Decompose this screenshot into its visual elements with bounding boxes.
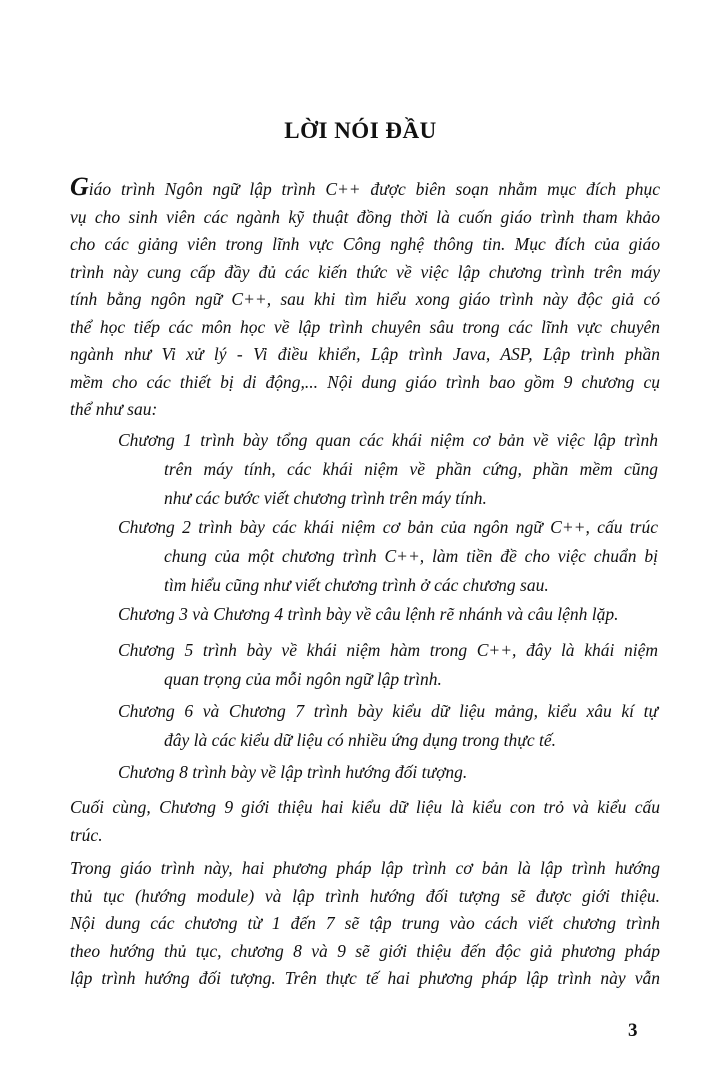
chapter-2-first: Chương 2 trình bày các khái niệm cơ bản của ngôn ngữ C++, cấu trúc (118, 517, 658, 537)
methods-line-1: Trong giáo trình này, hai phương pháp lập trình cơ bản là lập trình hướng (70, 858, 660, 878)
chapter-6-7-line-2: đây là các kiểu dữ liệu có nhiều ứng dụng trong thực tế. (164, 730, 556, 750)
chapter-1-first: Chương 1 trình bày tổng quan các khái niệm cơ bản về việc lập trình (118, 430, 658, 450)
chapter-6-7-first: Chương 6 và Chương 7 trình bày kiểu dữ liệu mảng, kiểu xâu kí tự (118, 701, 658, 721)
chapter-3-4-first: Chương 3 và Chương 4 trình bày về câu lệnh rẽ nhánh và câu lệnh lặp. (118, 604, 619, 624)
chapter-5-line-2: quan trọng của mỗi ngôn ngữ lập trình. (164, 669, 442, 689)
methods-line-4: theo hướng thủ tục, chương 8 và 9 sẽ giới thiệu đến độc giả phương pháp (70, 940, 660, 961)
chapter-6-7-item (118, 697, 658, 755)
intro-line-3: cho các giảng viên trong lĩnh vực Công nghệ thông tin. Mục đích của giáo (70, 234, 660, 254)
closing-paragraph (70, 794, 660, 849)
intro-line-9: thể như sau: (70, 399, 158, 419)
closing-line-2: trúc. (70, 824, 103, 845)
methods-line-3: Nội dung các chương từ 1 đến 7 sẽ tập trung vào cách viết chương trình (70, 913, 660, 933)
chapter-1-item (118, 426, 658, 513)
drop-cap: G (70, 172, 89, 201)
intro-line-8: mềm cho các thiết bị di động,... Nội dung giáo trình bao gồm 9 chương cụ (70, 371, 660, 392)
chapter-1-line-2: trên máy tính, các khái niệm về phần cứng, phần mềm cũng (164, 459, 658, 479)
methods-line-2: thủ tục (hướng module) và lập trình hướng đối tượng sẽ được giới thiệu. (70, 885, 660, 906)
intro-line-7: ngành như Vi xử lý - Vi điều khiển, Lập trình Java, ASP, Lập trình phần (70, 344, 660, 364)
page-title: LỜI NÓI ĐẦU (284, 118, 437, 143)
intro-line-4: trình này cung cấp đầy đủ các kiến thức về việc lập chương trình trên máy (70, 261, 660, 282)
chapter-2-line-3: tìm hiểu cũng như viết chương trình ở các chương sau. (164, 575, 549, 595)
chapter-2-item (118, 513, 658, 600)
page-number: 3 (628, 1020, 638, 1041)
chapter-8-item (118, 758, 658, 787)
chapter-3-4-item (118, 600, 658, 629)
intro-line-1: Giáo trình Ngôn ngữ lập trình C++ được biên soạn nhằm mục đích phục (70, 172, 660, 201)
intro-line-6: thể học tiếp các môn học về lập trình chuyên sâu trong các lĩnh vực chuyên (70, 316, 660, 337)
closing-line-1: Cuối cùng, Chương 9 giới thiệu hai kiểu dữ liệu là kiểu con trỏ và kiểu cấu (70, 797, 660, 817)
intro-line-2: vụ cho sinh viên các ngành kỹ thuật đồng thời là cuốn giáo trình tham khảo (70, 206, 660, 227)
chapter-5-first: Chương 5 trình bày về khái niệm hàm trong C++, đây là khái niệm (118, 640, 658, 660)
methods-line-5: lập trình hướng đối tượng. Trên thực tế hai phương pháp lập trình này vẫn (70, 968, 660, 988)
intro-paragraph (70, 172, 660, 424)
intro-line-5: tính bằng ngôn ngữ C++, sau khi tìm hiểu xong giáo trình này độc giả có (70, 289, 660, 309)
methods-paragraph (70, 855, 660, 993)
chapter-2-line-2: chung của một chương trình C++, làm tiền đề cho việc chuẩn bị (164, 546, 658, 566)
chapter-8-first: Chương 8 trình bày về lập trình hướng đối tượng. (118, 762, 468, 782)
chapter-5-item (118, 636, 658, 694)
chapter-1-line-3: như các bước viết chương trình trên máy tính. (164, 488, 487, 508)
